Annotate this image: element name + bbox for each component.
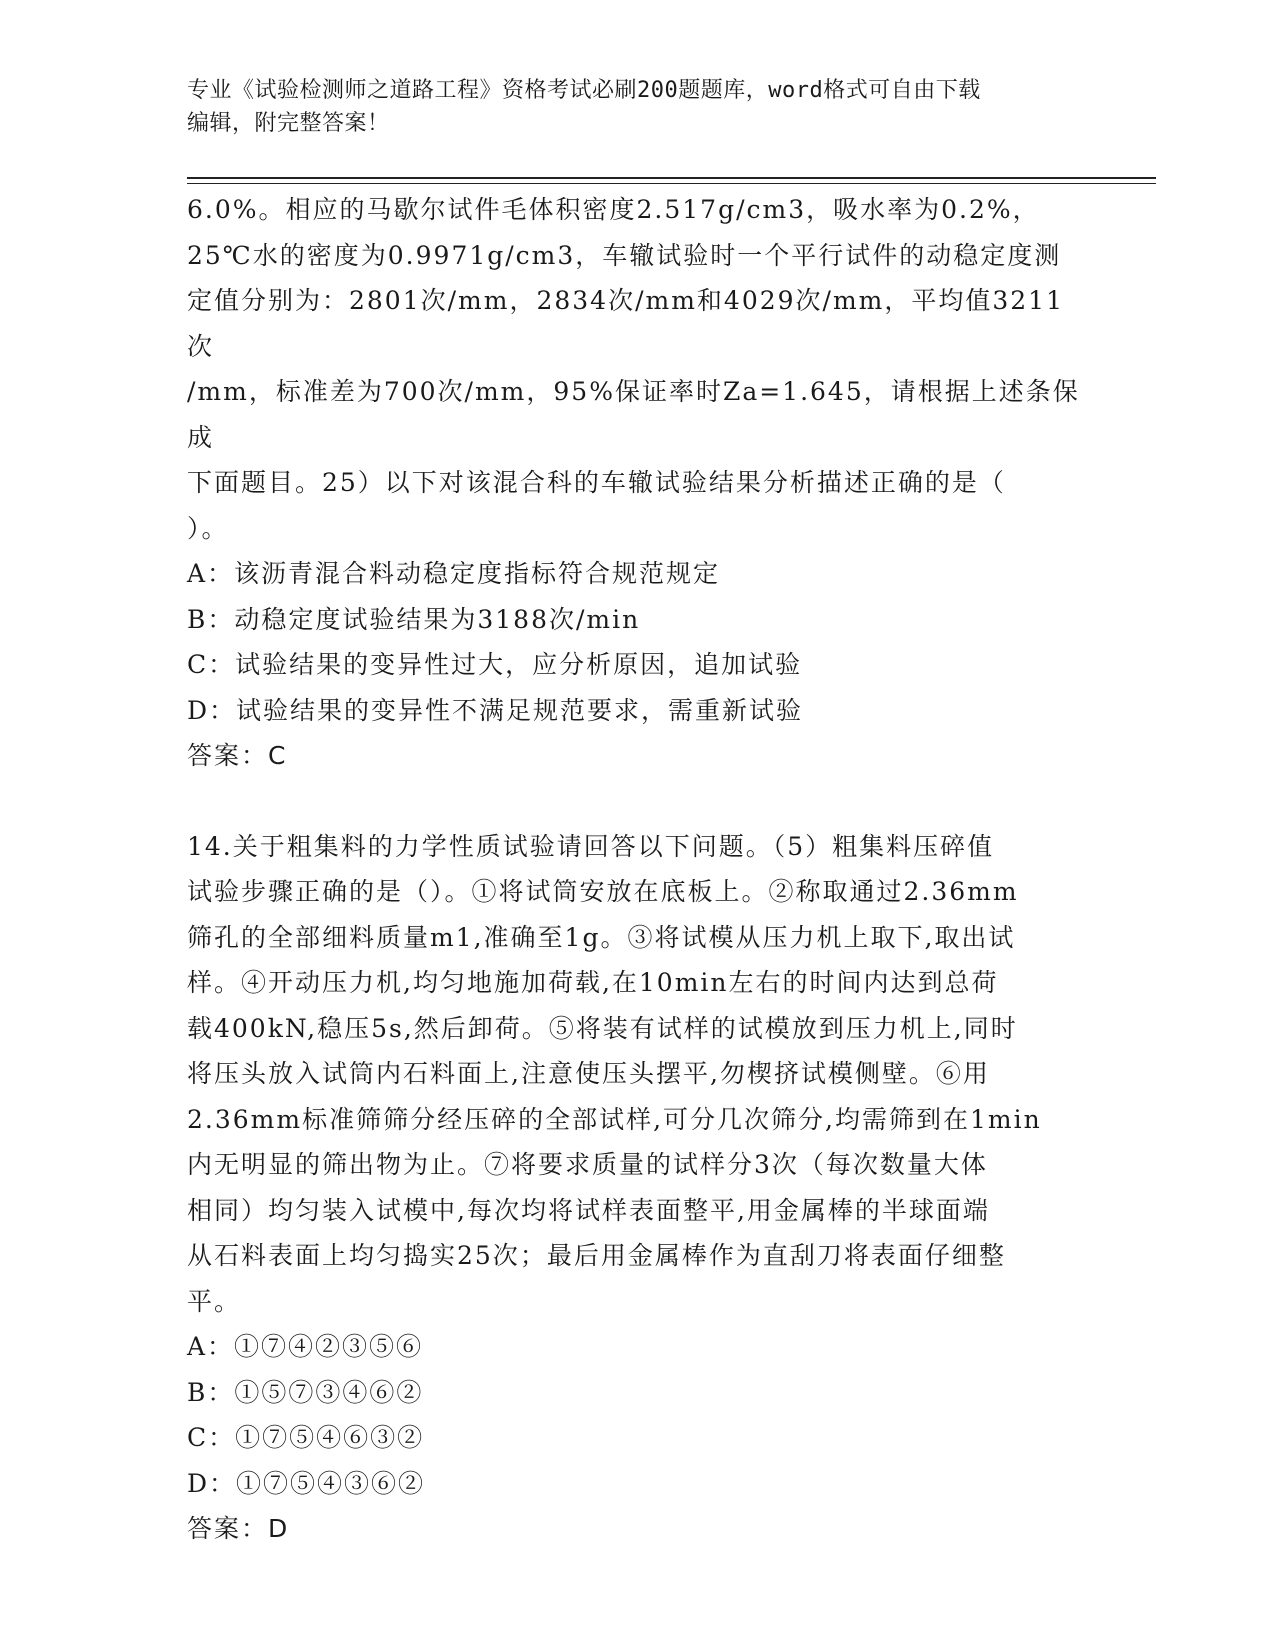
document-body [187,187,1087,1552]
option-d: D：①⑦⑤④③⑥② [187,1468,426,1498]
question-text-line: 样。④开动压力机,均匀地施加荷载,在10min左右的时间内达到总荷 [187,968,999,997]
question-text-line: ）。 [187,513,229,543]
option-c: C：试验结果的变异性过大，应分析原因，追加试验 [187,650,803,679]
question-block-1 [187,187,1087,779]
answer-line: 答案：C [187,741,288,770]
answer-line: 答案：D [187,1514,290,1543]
question-block-2 [187,824,1087,1552]
question-text-line: 载400kN,稳压5s,然后卸荷。⑤将装有试样的试模放到压力机上,同时 [187,1013,1018,1043]
header-divider-thick [187,177,1156,179]
question-text-line: 2.36mm标准筛筛分经压碎的全部试样,可分几次筛分,均需筛到在1min [187,1104,1042,1134]
question-text-line: 6.0%。相应的马歇尔试件毛体积密度2.517g/cm3，吸水率为0.2%， [187,195,1040,224]
option-c: C：①⑦⑤④⑥③② [187,1423,425,1452]
question-text-line: 从石料表面上均匀捣实25次；最后用金属棒作为直刮刀将表面仔细整 [187,1241,1006,1270]
document-header [187,74,1087,140]
option-a: A：该沥青混合料动稳定度指标符合规范规定 [187,559,721,588]
question-text-line: 相同）均匀装入试模中,每次均将试样表面整平,用金属棒的半球面端 [187,1195,990,1225]
question-text-line: 14.关于粗集料的力学性质试验请回答以下问题。（5）粗集料压碎值 [187,831,995,861]
question-text-line: 筛孔的全部细料质量m1,准确至1g。③将试模从压力机上取下,取出试 [187,922,1016,952]
question-text-line: 试验步骤正确的是（）。①将试筒安放在底板上。②称取通过2.36mm [187,877,1019,906]
option-a: A：①⑦④②③⑤⑥ [187,1332,424,1361]
header-line-1: 专业《试验检测师之道路工程》资格考试必刷200题题库，word格式可自由下载 [187,78,981,103]
question-text-line: 下面题目。25）以下对该混合科的车辙试验结果分析描述正确的是（ [187,468,1006,497]
question-text-line: 定值分别为：2801次/mm，2834次/mm和4029次/mm，平均值3211次 [187,286,1064,361]
question-spacer [187,779,1087,824]
question-text-line: 25℃水的密度为0.9971g/cm3，车辙试验时一个平行试件的动稳定度测 [187,240,1062,270]
question-text-line: /mm，标准差为700次/mm，95%保证率时Za=1.645，请根据上述条保成 [187,377,1080,452]
option-b: B：动稳定度试验结果为3188次/min [187,604,641,634]
header-line-2: 编辑，附完整答案！ [187,111,390,136]
header-divider-thin [187,183,1156,184]
option-d: D：试验结果的变异性不满足规范要求，需重新试验 [187,695,804,725]
question-text-line: 将压头放入试筒内石料面上,注意使压头摆平,勿楔挤试模侧壁。⑥用 [187,1059,990,1088]
question-text-line: 内无明显的筛出物为止。⑦将要求质量的试样分3次（每次数量大体 [187,1150,988,1179]
question-text-line: 平。 [187,1286,242,1316]
option-b: B：①⑤⑦③④⑥② [187,1377,424,1407]
